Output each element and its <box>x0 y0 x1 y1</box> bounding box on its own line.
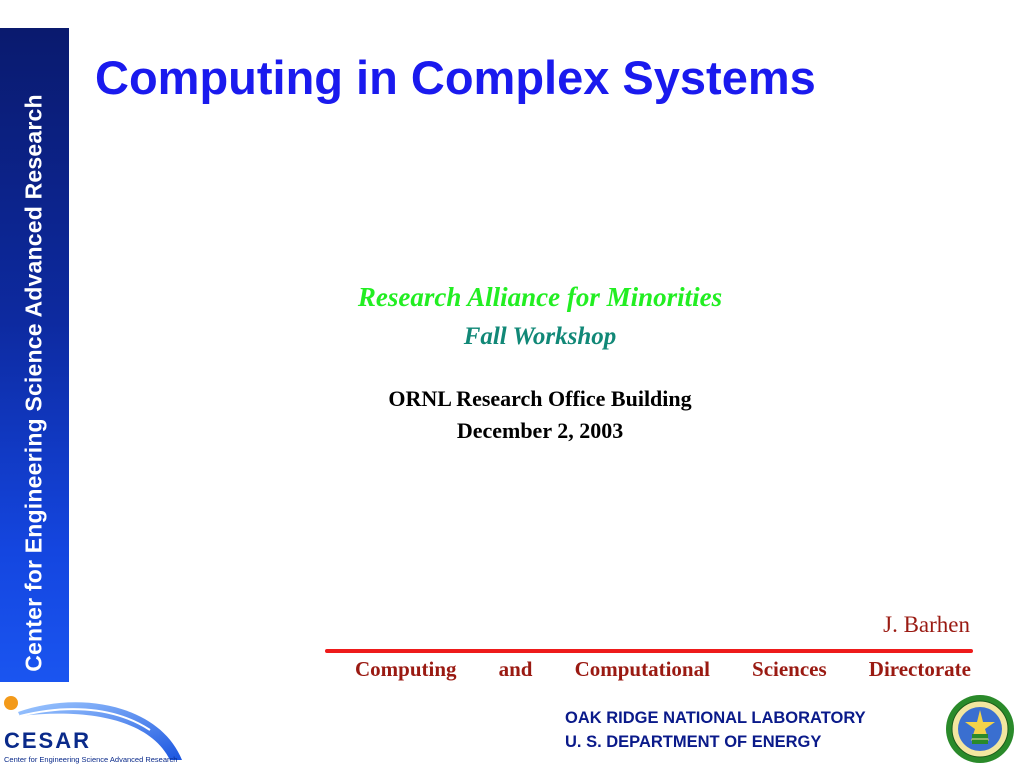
sidebar-band <box>0 28 69 682</box>
slide-title: Computing in Complex Systems <box>95 51 816 104</box>
cesar-logo-word: CESAR <box>4 728 92 753</box>
doe-seal-icon <box>945 694 1015 764</box>
directorate-line <box>355 657 971 682</box>
sidebar-text: Center for Engineering Science Advanced Research <box>20 94 47 672</box>
divider-line <box>325 649 973 653</box>
directorate-word: and <box>498 657 533 681</box>
directorate-word: Sciences <box>752 657 827 681</box>
footer-lab-line1: OAK RIDGE NATIONAL LABORATORY <box>565 709 866 727</box>
footer-lab-line2: U. S. DEPARTMENT OF ENERGY <box>565 733 822 751</box>
subtitle-workshop: Fall Workshop <box>463 323 617 350</box>
author-name: J. Barhen <box>883 612 970 637</box>
directorate-word: Directorate <box>868 657 971 681</box>
footer-lab-block <box>565 706 866 754</box>
subtitle-alliance: Research Alliance for Minorities <box>357 282 723 312</box>
directorate-word: Computing <box>355 657 457 681</box>
venue-text: ORNL Research Office Building <box>388 386 692 411</box>
date-text: December 2, 2003 <box>456 418 624 443</box>
cesar-logo-tagline: Center for Engineering Science Advanced Research <box>4 755 178 764</box>
directorate-word: Computational <box>574 657 710 681</box>
cesar-logo-icon <box>0 690 190 768</box>
